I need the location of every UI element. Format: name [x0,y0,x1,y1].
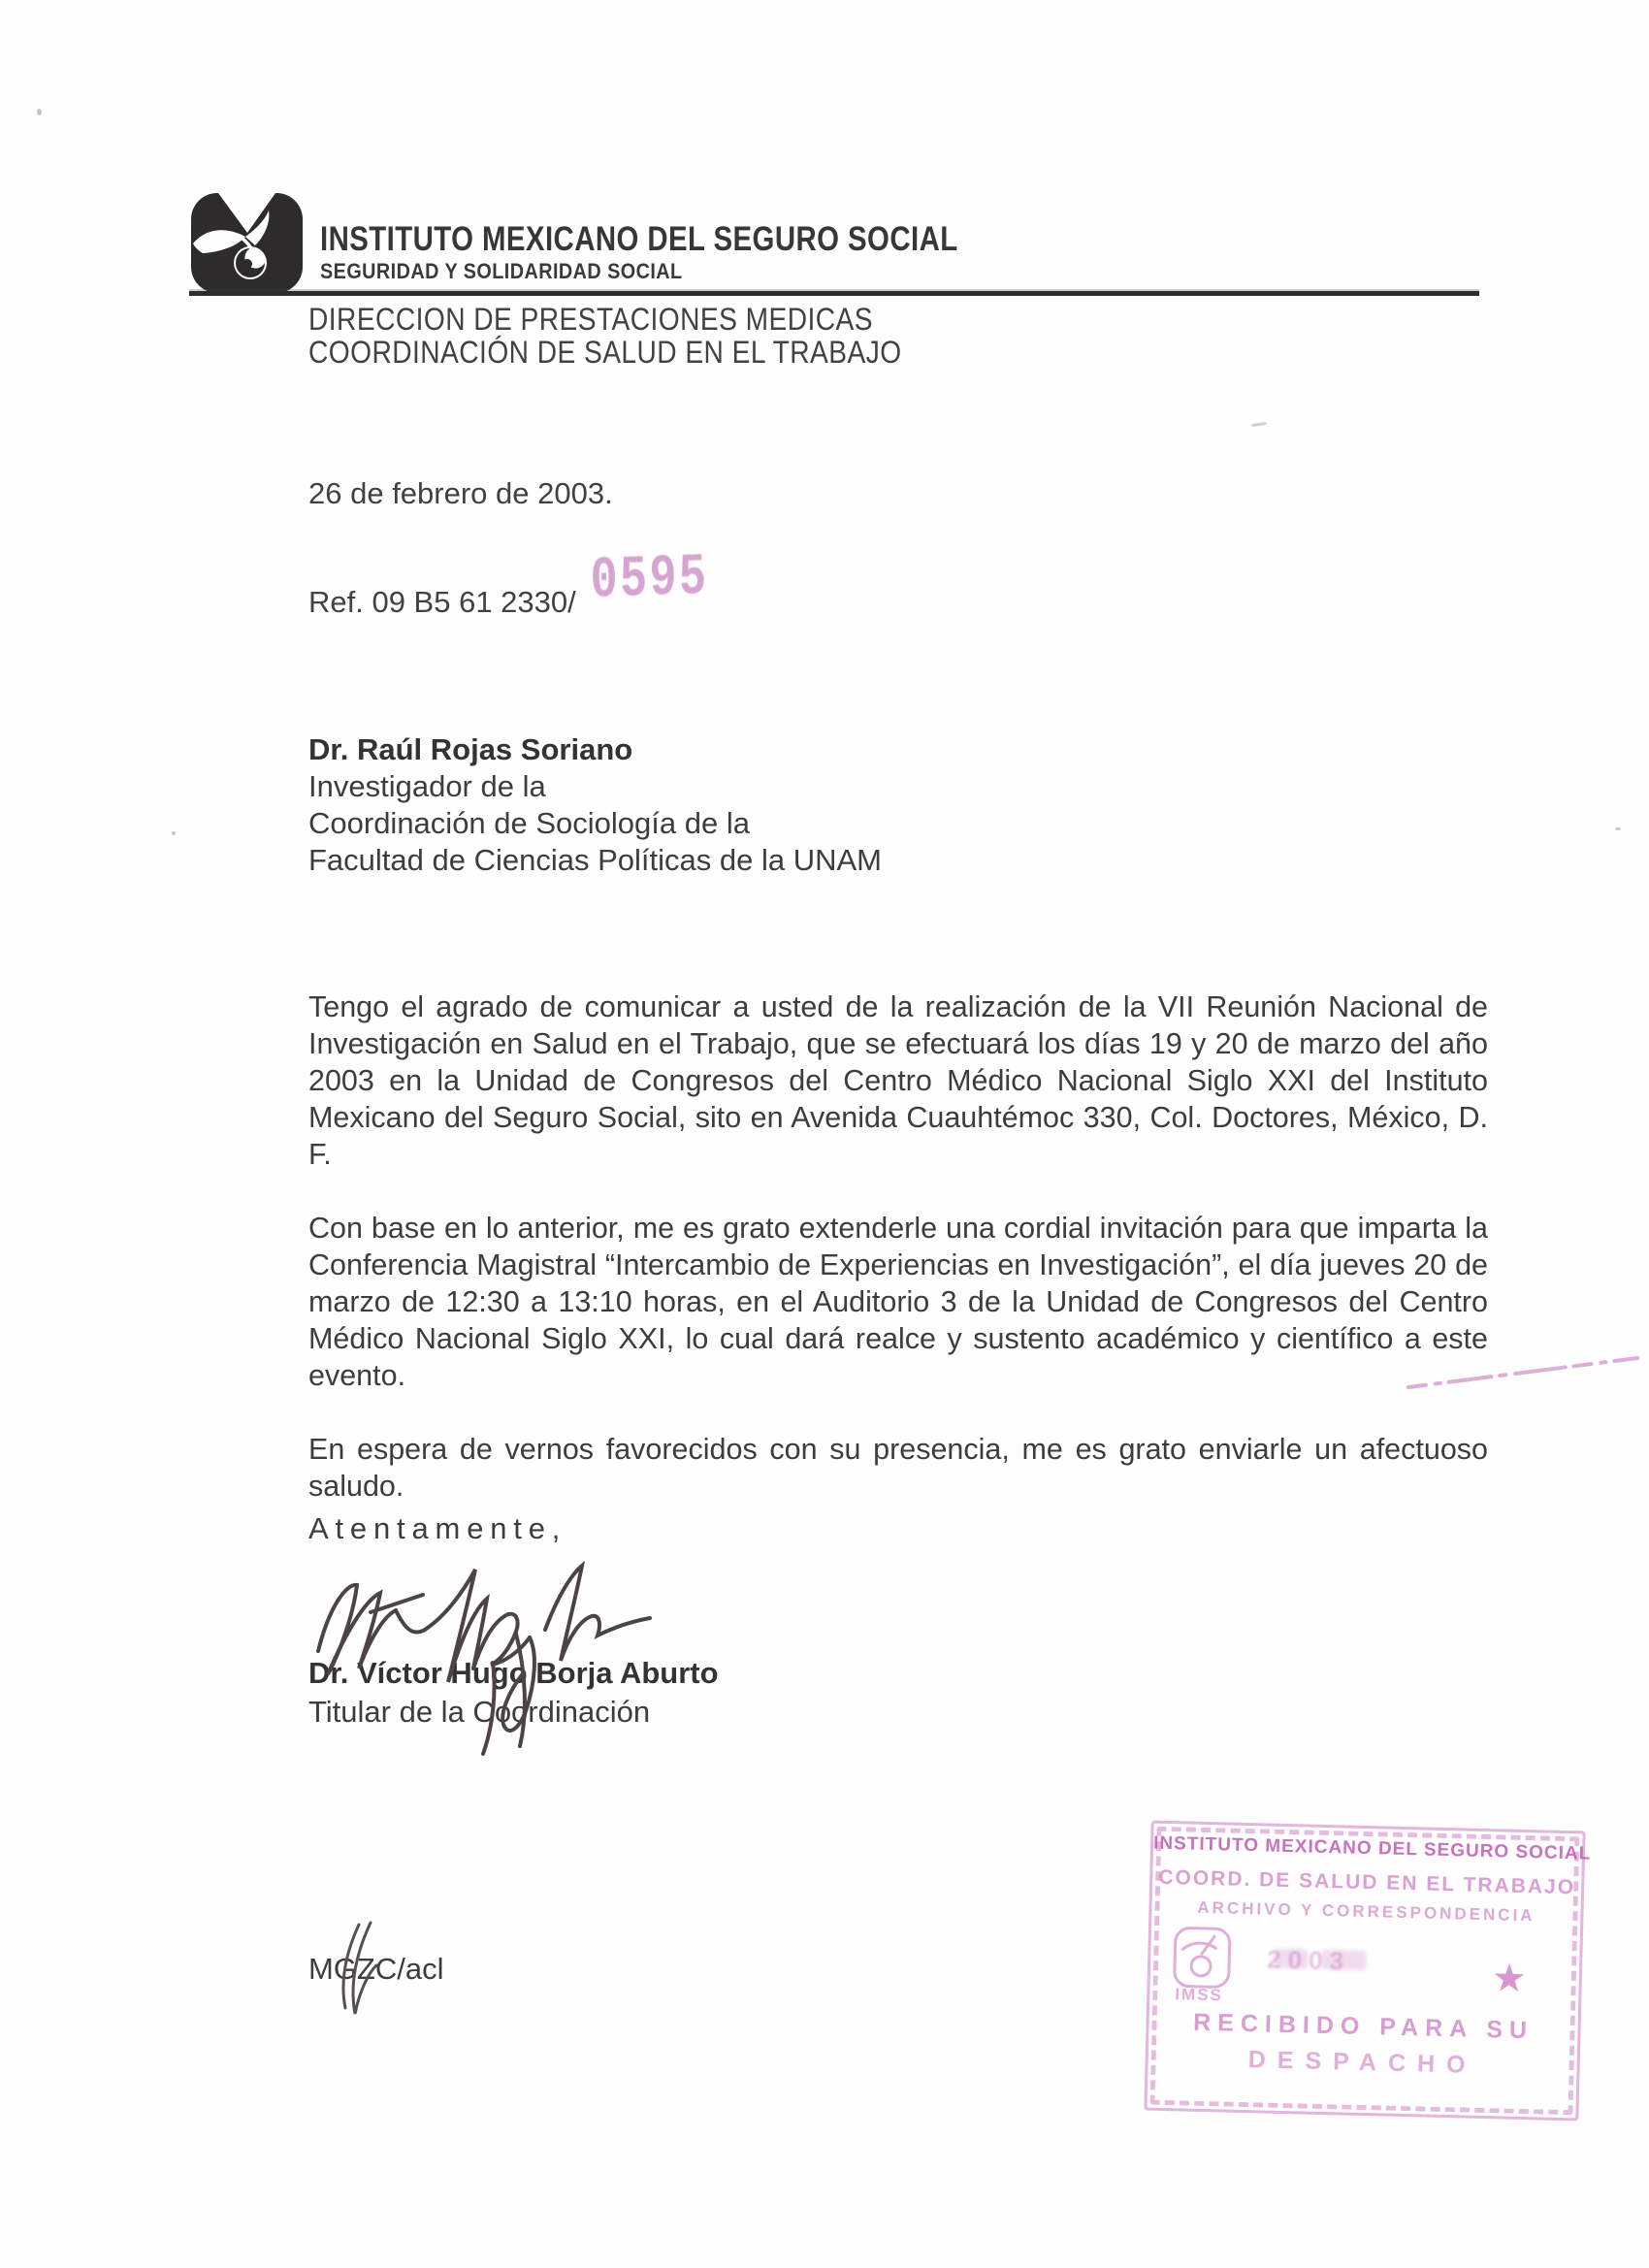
paragraph: Con base en lo anterior, me es grato extenderle una cordial invitación para que imparta la Conferencia Magistral “Intercambio de Experiencias en Investigación”, el día jueves 20 de marzo de 12:30 a 13:10 horas, en el Auditorio 3 de la Unidad de Congresos del Centro Médico Nacional Siglo XXI, lo cual dará realce y sustento académico y científico a este evento. [308,1212,1488,1392]
stamp-date: 2003 [1266,1944,1351,1976]
received-stamp [1144,1821,1592,2122]
recipient-line: Coordinación de Sociología de la [308,806,750,840]
signer-title: Titular de la Coordinación [308,1695,651,1729]
direction-line: DIRECCION DE PRESTACIONES MEDICAS [308,302,873,337]
recipient-name: Dr. Raúl Rojas Soriano [308,732,633,766]
institution-name: INSTITUTO MEXICANO DEL SEGURO SOCIAL [320,220,958,258]
handwritten-rubric [322,1919,392,2020]
stamp-received-line: RECIBIDO PARA SU [1192,2008,1535,2045]
recipient-line: Investigador de la [308,769,546,803]
stamp-imss-label: IMSS [1175,1985,1224,2005]
stamp-coordination: COORD. DE SALUD EN EL TRABAJO [1158,1865,1576,1899]
stamp-imss-eagle-icon [1171,1925,1233,1990]
closing-word: Atentamente, [308,1511,567,1545]
letter-body [308,988,1488,1541]
scan-speck [1615,827,1621,830]
stamp-institution: INSTITUTO MEXICANO DEL SEGURO SOCIAL [1152,1832,1592,1864]
scan-speck [37,109,42,115]
scan-speck [1251,422,1267,427]
recipient-line: Facultad de Ciencias Políticas de la UNAM [308,843,882,877]
stamp-archive: ARCHIVO Y CORRESPONDENCIA [1197,1897,1536,1926]
handwritten-signature [303,1537,676,1767]
recipient-block [308,731,882,879]
folio-number-stamp: 0595 [590,544,710,615]
paragraph: Tengo el agrado de comunicar a usted de la realización de la VII Reunión Nacional de Investigación en Salud en el Trabajo, que se efectuará los días 19 y 20 de marzo del año 2003 en la Unidad de Congresos del Centro Médico Nacional Siglo XXI del Instituto Mexicano del Seguro Social, sito en Avenida Cuauhtémoc 330, Col. Doctores, México, D. F. [308,990,1488,1171]
signer-name: Dr. Víctor Hugo Borja Aburto [308,1656,719,1690]
coordination-line: COORDINACIÓN DE SALUD EN EL TRABAJO [308,335,902,370]
typist-initials: MGZC/acl [308,1952,444,1986]
paragraph: En espera de vernos favorecidos con su presencia, me es grato enviarle un afectuoso saludo. [308,1433,1488,1503]
pen-dash-marks [1405,1346,1649,1397]
letterhead-divider [189,291,1479,296]
letter-date: 26 de febrero de 2003. [308,476,613,510]
institution-slogan: SEGURIDAD Y SOLIDARIDAD SOCIAL [320,259,683,283]
scan-speck [172,831,176,835]
stamp-star-icon: ★ [1491,1957,1528,2001]
stamp-despacho-line: DESPACHO [1247,2046,1477,2079]
imss-eagle-logo [191,193,303,293]
reference-number: Ref. 09 B5 61 2330/ [308,585,576,619]
